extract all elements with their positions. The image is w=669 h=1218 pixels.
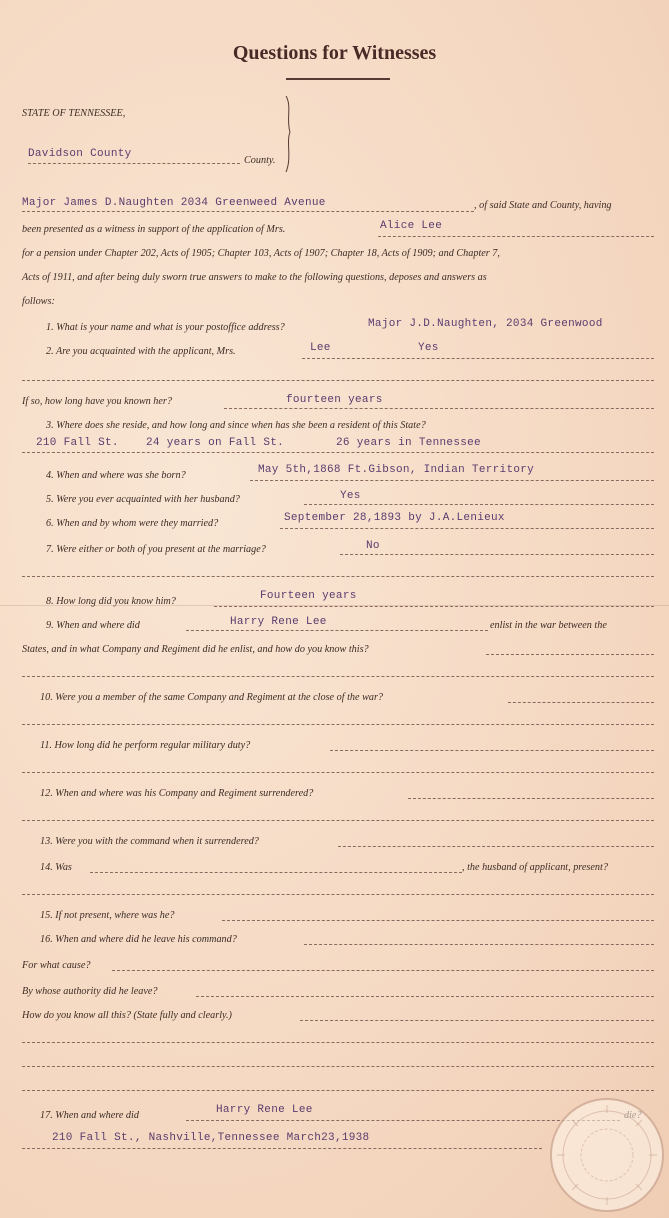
q9-line2: States, and in what Company and Regiment did he enlist, and how do you know this? xyxy=(22,644,369,655)
q16-extra-line-3 xyxy=(22,1090,654,1091)
q16-know: How do you know all this? (State fully and clearly.) xyxy=(22,1010,232,1021)
q1-answer: Major J.D.Naughten, 2034 Greenwood xyxy=(368,318,603,330)
q7-text: 7. Were either or both of you present at the marriage? xyxy=(46,544,266,555)
county-line xyxy=(28,163,240,164)
q14-extra-line xyxy=(22,894,654,895)
q9-text: 9. When and where did xyxy=(46,620,140,631)
q16-extra-line-2 xyxy=(22,1066,654,1067)
witness-name-value: Major James D.Naughten 2034 Greenweed Avenue xyxy=(22,197,326,209)
q11-line xyxy=(330,750,654,751)
q17-answer-line xyxy=(22,1148,542,1149)
q14-text: 14. Was xyxy=(40,862,72,873)
q16-authority-line xyxy=(196,996,654,997)
q16-authority: By whose authority did he leave? xyxy=(22,986,158,997)
q16-line xyxy=(304,944,654,945)
q2b-text: If so, how long have you known her? xyxy=(22,396,172,407)
q9-line xyxy=(186,630,488,631)
q2-extra-line xyxy=(22,380,654,381)
q8-line xyxy=(214,606,654,607)
q12-extra-line xyxy=(22,820,654,821)
q2-answer: Yes xyxy=(418,342,439,354)
q7-answer: No xyxy=(366,540,380,552)
q9-line2-rule xyxy=(486,654,654,655)
q7-line xyxy=(340,554,654,555)
q8-text: 8. How long did you know him? xyxy=(46,596,176,607)
intro-line2: been presented as a witness in support of the application of Mrs. xyxy=(22,224,286,235)
applicant-line xyxy=(378,236,654,237)
q14-line xyxy=(90,872,462,873)
q16-cause-line xyxy=(112,970,654,971)
q5-answer: Yes xyxy=(340,490,361,502)
q14-tail: , the husband of applicant, present? xyxy=(462,862,608,873)
q12-text: 12. When and where was his Company and Regiment surrendered? xyxy=(40,788,314,799)
q3-answer-years: 24 years on Fall St. xyxy=(146,437,285,449)
q10-text: 10. Were you a member of the same Company and Regiment at the close of the war? xyxy=(40,692,384,703)
q15-line xyxy=(222,920,654,921)
title-underline xyxy=(286,78,390,80)
q11-text: 11. How long did he perform regular military duty? xyxy=(40,740,251,751)
q2-text: 2. Are you acquainted with the applicant, Mrs. xyxy=(46,346,236,357)
intro-line1-tail: , of said State and County, having xyxy=(474,200,612,211)
q17-name: Harry Rene Lee xyxy=(216,1104,313,1116)
q1-text: 1. What is your name and what is your postoffice address? xyxy=(46,322,285,333)
q7-extra-line xyxy=(22,576,654,577)
q3-answer-state: 26 years in Tennessee xyxy=(336,437,481,449)
q12-line xyxy=(408,798,654,799)
q13-line xyxy=(338,846,654,847)
q6-line xyxy=(280,528,654,529)
q11-extra-line xyxy=(22,772,654,773)
q16-cause: For what cause? xyxy=(22,960,91,971)
intro-line5: follows: xyxy=(22,296,55,307)
q9-tail: enlist in the war between the xyxy=(490,620,607,631)
q17-text: 17. When and where did xyxy=(40,1110,139,1121)
q17-answer: 210 Fall St., Nashville,Tennessee March23,1938 xyxy=(52,1132,370,1144)
q2-line xyxy=(302,358,654,359)
embossed-seal-icon xyxy=(548,1096,666,1214)
q5-text: 5. Were you ever acquainted with her husband? xyxy=(46,494,240,505)
q5-line xyxy=(304,504,654,505)
q9-extra-line xyxy=(22,676,654,677)
q4-text: 4. When and where was she born? xyxy=(46,470,186,481)
intro-line3: for a pension under Chapter 202, Acts of 1905; Chapter 103, Acts of 1907; Chapter 18, Acts of 1909; and Chapter 7, xyxy=(22,248,500,259)
brace-icon xyxy=(284,96,296,172)
witness-line xyxy=(22,211,474,212)
q3-answer-address: 210 Fall St. xyxy=(36,437,119,449)
q16-extra-line-1 xyxy=(22,1042,654,1043)
county-label: County. xyxy=(244,155,276,166)
q6-text: 6. When and by whom were they married? xyxy=(46,518,219,529)
q10-line xyxy=(508,702,654,703)
q4-answer: May 5th,1868 Ft.Gibson, Indian Territory xyxy=(258,464,535,476)
q15-text: 15. If not present, where was he? xyxy=(40,910,175,921)
q3-text: 3. Where does she reside, and how long and since when has she been a resident of this State? xyxy=(46,420,426,431)
state-label: STATE OF TENNESSEE, xyxy=(22,108,126,119)
intro-line4: Acts of 1911, and after being duly sworn true answers to make to the following questions, deposes and answers as xyxy=(22,272,487,283)
q10-extra-line xyxy=(22,724,654,725)
q13-text: 13. Were you with the command when it surrendered? xyxy=(40,836,259,847)
q2b-answer: fourteen years xyxy=(286,394,383,406)
q6-answer: September 28,1893 by J.A.Lenieux xyxy=(284,512,505,524)
q2b-line xyxy=(224,408,654,409)
q16-text: 16. When and where did he leave his command? xyxy=(40,934,237,945)
q8-answer: Fourteen years xyxy=(260,590,357,602)
q2-name: Lee xyxy=(310,342,331,354)
q9-name: Harry Rene Lee xyxy=(230,616,327,628)
page-title: Questions for Witnesses xyxy=(232,42,437,64)
county-value: Davidson County xyxy=(28,148,132,160)
applicant-value: Alice Lee xyxy=(380,220,443,232)
q3-line xyxy=(22,452,654,453)
q16-know-line xyxy=(300,1020,654,1021)
q4-line xyxy=(250,480,654,481)
